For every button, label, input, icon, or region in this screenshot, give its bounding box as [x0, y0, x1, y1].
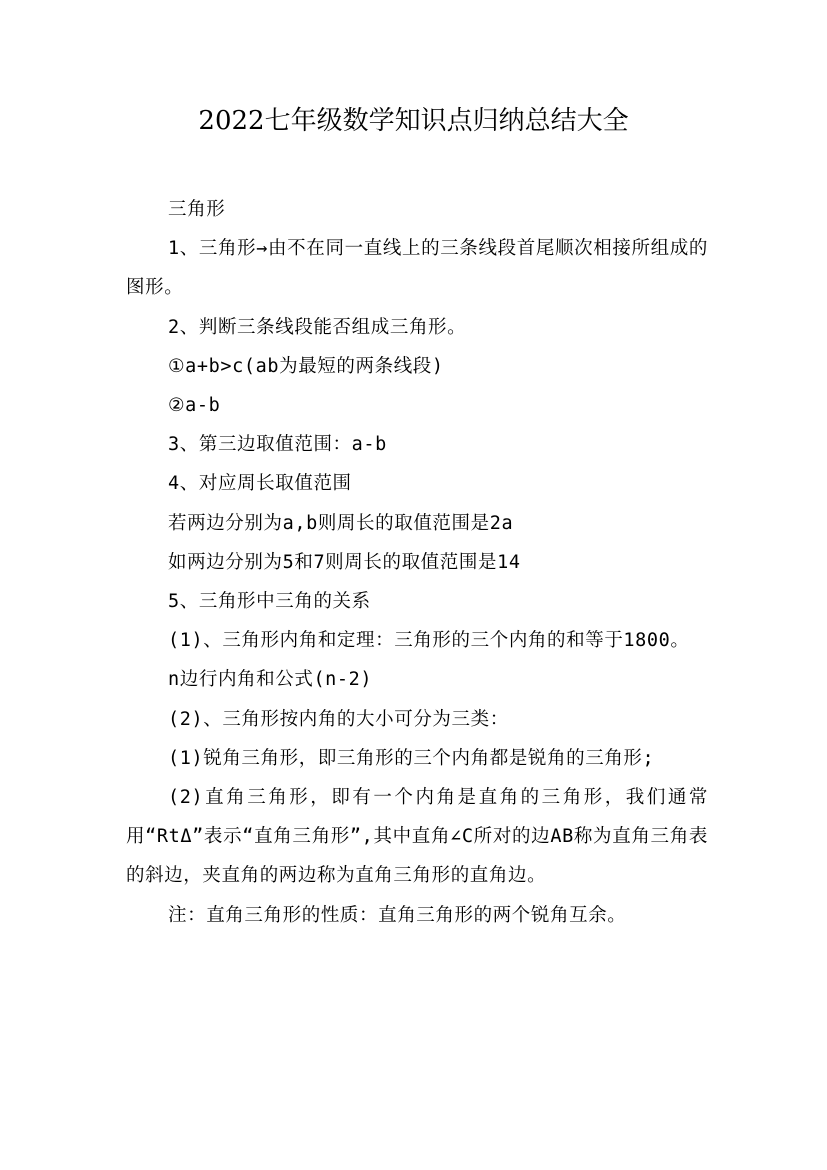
- paragraph-condition-2: ②a-b: [168, 395, 221, 417]
- document-title: 2022七年级数学知识点归纳总结大全: [198, 106, 629, 136]
- paragraph-judgement: 2、判断三条线段能否组成三角形。: [168, 316, 467, 338]
- paragraph-angle-relation: 5、三角形中三角的关系: [168, 591, 371, 613]
- paragraph-perimeter-example: 如两边分别为5和7则周长的取值范围是14: [168, 551, 521, 573]
- paragraph-definition: 1、三角形→由不在同一直线上的三条线段首尾顺次相接所组成的图形。: [126, 238, 708, 299]
- paragraph-classification: (2)、三角形按内角的大小可分为三类：: [168, 708, 509, 730]
- paragraph-condition-1: ①a+b>c(ab为最短的两条线段): [168, 355, 444, 377]
- paragraph-perimeter-general: 若两边分别为a,b则周长的取值范围是2a: [168, 512, 514, 534]
- paragraph-right-triangle: (2)直角三角形，即有一个内角是直角的三角形，我们通常用“RtΔ”表示“直角三角形”,其中直角∠C所对的边AB称为直角三角表的斜边，夹直角的两边称为直角三角形的直角边。: [126, 787, 708, 887]
- paragraph-acute-triangle: (1)锐角三角形，即三角形的三个内角都是锐角的三角形;: [168, 747, 655, 769]
- document-body: [126, 190, 708, 935]
- paragraph-angle-sum-theorem: (1)、三角形内角和定理：三角形的三个内角的和等于1800。: [168, 630, 690, 652]
- paragraph-heading-triangle: 三角形: [168, 199, 226, 220]
- paragraph-third-side-range: 3、第三边取值范围：a-b: [168, 434, 387, 456]
- paragraph-note: 注：直角三角形的性质：直角三角形的两个锐角互余。: [168, 904, 627, 926]
- paragraph-polygon-formula: n边行内角和公式(n-2): [168, 669, 373, 691]
- paragraph-perimeter-range: 4、对应周长取值范围: [168, 473, 352, 495]
